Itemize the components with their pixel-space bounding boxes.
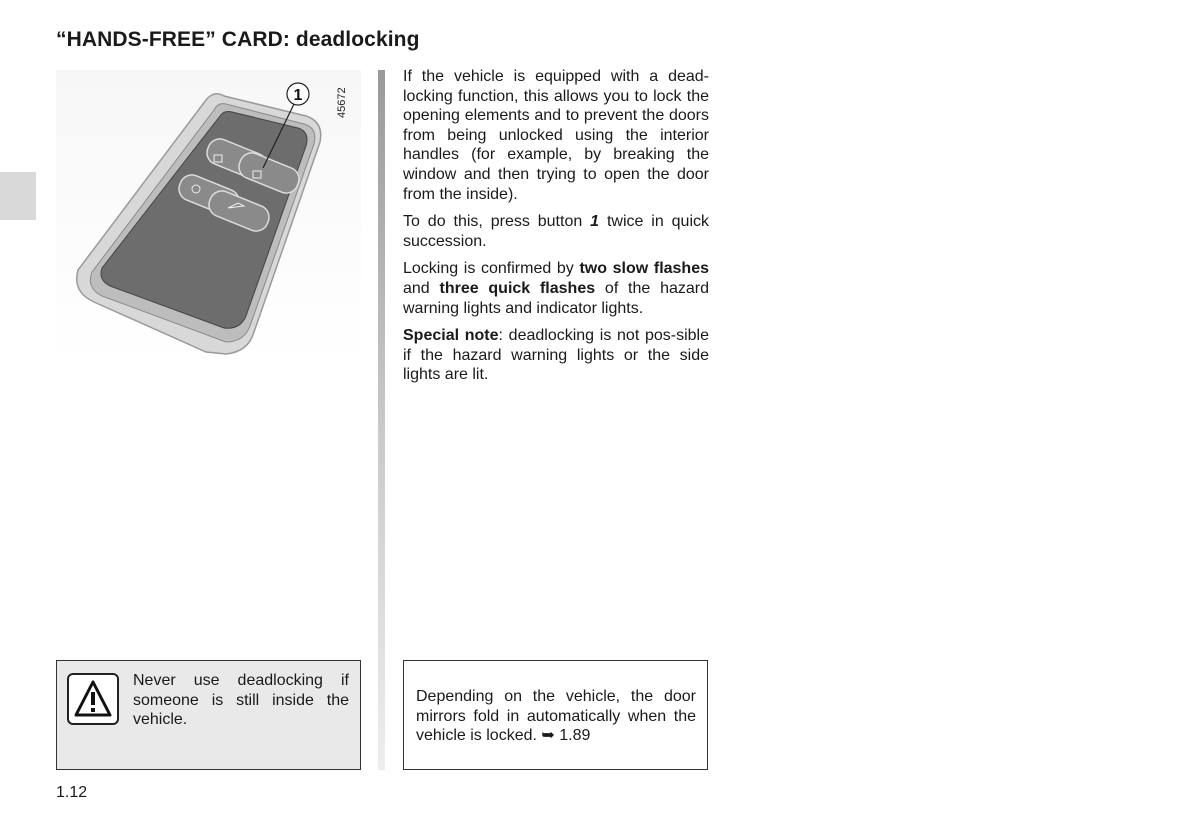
illustration-ref-code: 45672 xyxy=(336,87,348,118)
paragraph-instruction xyxy=(403,212,709,251)
column-divider xyxy=(378,70,385,770)
hands-free-card-drawing xyxy=(56,70,361,362)
page-title: “HANDS-FREE” CARD: deadlocking xyxy=(56,28,420,51)
confirmation-text-start: Locking is confirmed by xyxy=(403,260,580,278)
slow-flashes-emphasis: two slow flashes xyxy=(579,260,709,278)
paragraph-deadlocking-intro: If the vehicle is equipped with a dead-locking function, this allows you to lock the opening elements and to prevent the doors from being unlocked using the interior handles (for example, by breaking the window and then trying to open the door from the inside). xyxy=(403,68,709,203)
paragraph-confirmation xyxy=(403,259,709,318)
confirmation-text-mid: and xyxy=(403,279,440,297)
card-illustration xyxy=(56,70,361,362)
body-text xyxy=(403,67,709,393)
callout-label: 1 xyxy=(293,87,303,104)
info-text: Depending on the vehicle, the door mirrors fold in automatically when the vehicle is locked. ➥ 1.89 xyxy=(416,688,696,745)
page-number: 1.12 xyxy=(56,784,88,801)
warning-text: Never use deadlocking if someone is still inside the vehicle. xyxy=(133,672,349,729)
confirmation-text-end: of the hazard warning lights and indicator lights. xyxy=(403,279,709,317)
instruction-text-start: To do this, press button xyxy=(403,213,591,231)
special-note-label: Special note xyxy=(403,327,499,345)
button-reference: 1 xyxy=(590,213,600,231)
chapter-tab xyxy=(0,172,36,220)
info-box xyxy=(403,660,708,770)
warning-box xyxy=(56,660,361,770)
instruction-text-end: twice in quick succession. xyxy=(403,213,709,250)
special-note-text: : deadlocking is not pos-sible if the hazard warning lights or the side lights are lit. xyxy=(403,327,710,384)
quick-flashes-emphasis: three quick flashes xyxy=(439,279,596,297)
paragraph-special-note xyxy=(403,326,709,385)
warning-triangle-icon xyxy=(67,673,119,725)
